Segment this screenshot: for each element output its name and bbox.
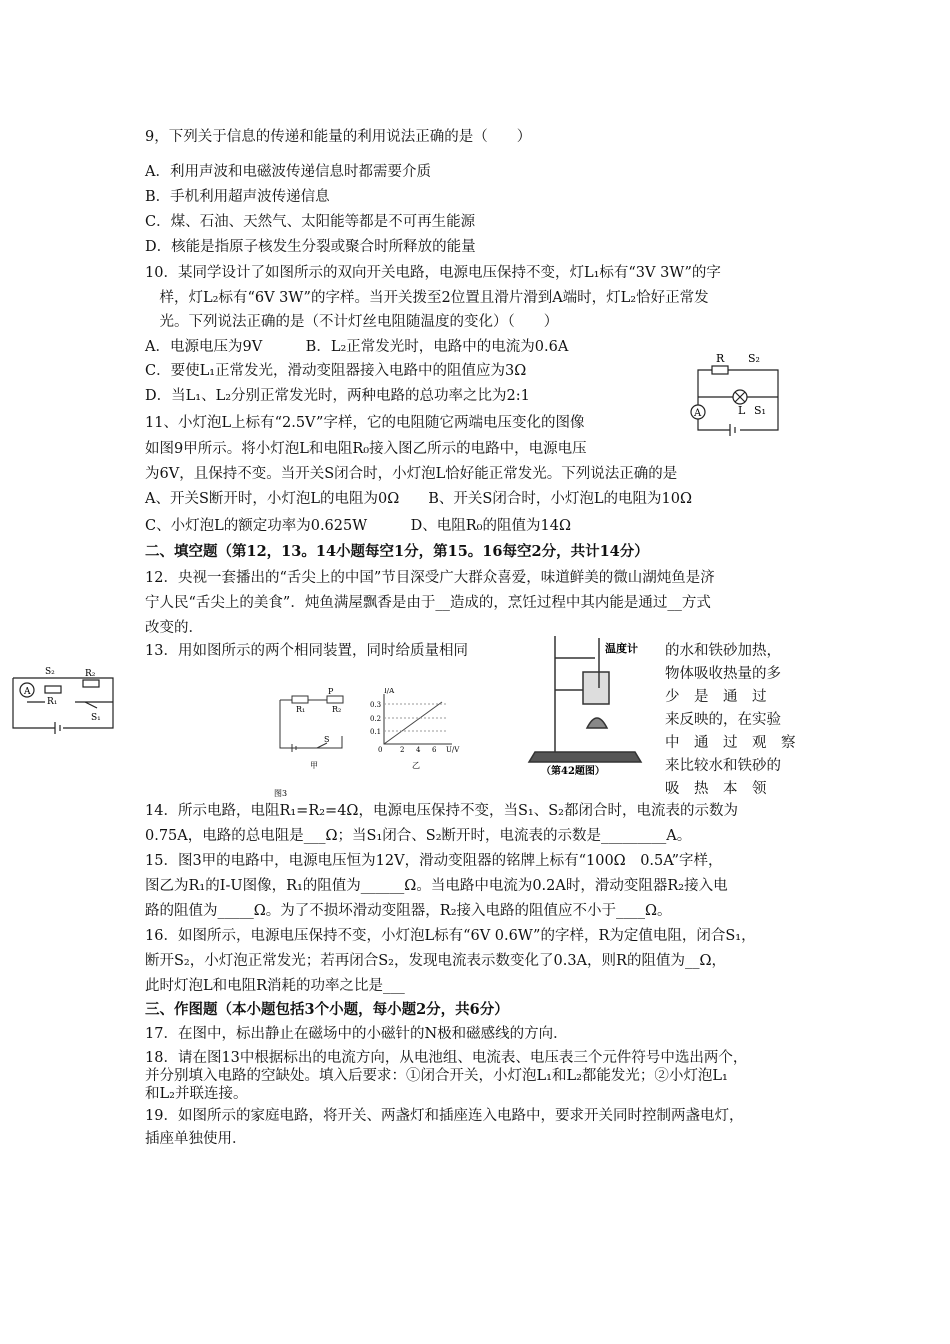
q17: 17．在图中，标出静止在磁场中的小磁针的N极和磁感线的方向． <box>145 1026 568 1042</box>
fig3-r1: R₁ <box>296 705 306 714</box>
fig3-r2: R₂ <box>332 705 342 714</box>
q19-line-2: 插座单独使用． <box>145 1131 247 1147</box>
q16-line-3: 此时灯泡L和电阻R消耗的功率之比是___ <box>145 978 405 994</box>
q16-line-2: 断开S₂，小灯泡正常发光；若再闭合S₂，发现电流表示数变化了0.3A，则R的阻值为__Ω， <box>145 953 726 969</box>
q11-option-cd: C、小灯泡L的额定功率为0.625W D、电阻R₀的阻值为14Ω <box>145 518 571 534</box>
fig3-x-4: 4 <box>416 746 421 754</box>
q19-line-1: 19．如图所示的家庭电路，将开关、两盏灯和插座连入电路中，要求开关同时控制两盏电灯， <box>145 1108 744 1124</box>
label-fig42: （第42题图） <box>541 766 605 776</box>
q13-right-6: 来比较水和铁砂的 <box>665 758 781 774</box>
q11-option-ab: A、开关S断开时，小灯泡L的电阻为0Ω B、开关S闭合时，小灯泡L的电阻为10Ω <box>145 491 692 507</box>
figure-3 <box>272 688 472 800</box>
q11-stem-3: 为6V，且保持不变。当开关S闭合时，小灯泡L恰好能正常发光。下列说法正确的是 <box>145 466 678 482</box>
label-thermometer: 温度计 <box>605 642 638 655</box>
fig3-p: P <box>328 688 334 696</box>
fig3-yi: 乙 <box>412 761 420 770</box>
q13-right-2: 物体吸收热量的多 <box>665 666 781 682</box>
label-s2: S₂ <box>748 352 760 365</box>
fig3-x-6: 6 <box>432 746 437 754</box>
section-2-heading: 二、填空题（第12，13。14小题每空1分，第15。16每空2分，共计14分） <box>145 543 649 560</box>
section-3-heading: 三、作图题（本小题包括3个小题，每小题2分，共6分） <box>145 1001 509 1018</box>
fig3-y-03: 0.3 <box>370 701 382 709</box>
q18-line-3: 和L₂并联连接。 <box>145 1086 248 1102</box>
circuit-diagram-left <box>5 664 117 736</box>
label-s1-left: S₁ <box>91 713 101 723</box>
q18-line-1: 18．请在图13中根据标出的电流方向，从电池组、电流表、电压表三个元件符号中选出两个， <box>145 1050 748 1066</box>
fig3-y-02: 0.2 <box>370 715 382 723</box>
fig3-jia: 甲 <box>310 761 318 770</box>
q13-right-5: 中 通 过 观 察 <box>665 735 796 751</box>
q10-stem-2: 样，灯L₂标有“6V 3W”的字样。当开关拨至2位置且滑片滑到A端时，灯L₂恰好正常发 <box>145 290 709 306</box>
q13-right-3: 少 是 通 过 <box>665 689 767 705</box>
fig3-xlabel: U/V <box>446 746 460 754</box>
q13-right-4: 来反映的，在实验 <box>665 712 781 728</box>
q10-stem-1: 10．某同学设计了如图所示的双向开关电路，电源电压保持不变，灯L₁标有“3V 3W”的字 <box>145 265 721 281</box>
circuit-diagram-right <box>688 348 788 440</box>
fig3-s: S <box>324 735 330 744</box>
q10-option-c: C．要使L₁正常发光，滑动变阻器接入电路中的阻值应为3Ω <box>145 363 527 379</box>
label-r: R <box>716 352 725 365</box>
q9-option-c: C．煤、石油、天然气、太阳能等都是不可再生能源 <box>145 214 476 230</box>
q14-line-1: 14．所示电路，电阻R₁=R₂=4Ω，电源电压保持不变，当S₁、S₂都闭合时，电流表的示数为 <box>145 803 738 819</box>
label-ammeter: A <box>694 408 702 419</box>
apparatus-figure <box>525 628 650 776</box>
q9-option-a: A．利用声波和电磁波传递信息时都需要介质 <box>145 164 431 180</box>
label-s2-left: S₂ <box>45 667 55 677</box>
fig3-origin: 0 <box>378 746 383 754</box>
q12-line-3: 改变的． <box>145 620 203 636</box>
label-l: L <box>738 404 746 417</box>
q9-option-b: B．手机利用超声波传递信息 <box>145 189 330 205</box>
q11-stem-1: 11、小灯泡L上标有“2.5V”字样，它的电阻随它两端电压变化的图像 <box>145 415 585 431</box>
label-ammeter-left: A <box>24 687 31 697</box>
q10-option-ab: A．电源电压为9V B．L₂正常发光时，电路中的电流为0.6A <box>145 339 569 355</box>
q15-line-1: 15．图3甲的电路中，电源电压恒为12V，滑动变阻器的铭牌上标有“100Ω 0.5A”字样， <box>145 853 723 869</box>
q15-line-2: 图乙为R₁的I-U图像，R₁的阻值为______Ω。当电路中电流为0.2A时，滑动变阻器R₂接入电 <box>145 878 728 894</box>
q15-line-3: 路的阻值为_____Ω。为了不损坏滑动变阻器，R₂接入电路的阻值应不小于____Ω。 <box>145 903 672 919</box>
q9-option-d: D．核能是指原子核发生分裂或聚合时所释放的能量 <box>145 239 476 255</box>
fig3-caption: 图3 <box>274 789 288 798</box>
q16-line-1: 16．如图所示，电源电压保持不变，小灯泡L标有“6V 0.6W”的字样，R为定值电阻，闭合S₁， <box>145 928 756 944</box>
q10-option-d: D．当L₁、L₂分别正常发光时，两种电路的总功率之比为2:1 <box>145 388 530 404</box>
q13-right-7: 吸 热 本 领 <box>665 781 767 797</box>
fig3-y-01: 0.1 <box>370 728 382 736</box>
fig3-x-2: 2 <box>400 746 405 754</box>
label-r1-left: R₁ <box>47 697 58 707</box>
label-s1: S₁ <box>754 404 766 417</box>
q13-right-1: 的水和铁砂加热， <box>665 643 781 659</box>
q12-line-2: 宁人民“舌尖上的美食”．炖鱼满屋飘香是由于__造成的，烹饪过程中其内能是通过__方式 <box>145 595 711 611</box>
q11-stem-2: 如图9甲所示。将小灯泡L和电阻R₀接入图乙所示的电路中，电源电压 <box>145 441 587 457</box>
label-r2-left: R₂ <box>85 669 96 679</box>
q13-stem: 13．用如图所示的两个相同装置，同时给质量相同 <box>145 643 468 659</box>
fig3-ylabel: I/A <box>384 688 395 695</box>
q9-stem: 9，下列关于信息的传递和能量的利用说法正确的是（ ） <box>145 129 532 145</box>
q14-line-2: 0.75A，电路的总电阻是___Ω；当S₁闭合、S₂断开时，电流表的示数是_________A。 <box>145 828 692 844</box>
q12-line-1: 12．央视一套播出的“舌尖上的中国”节目深受广大群众喜爱，味道鲜美的微山湖炖鱼是济 <box>145 570 715 586</box>
q18-line-2: 并分别填入电路的空缺处。填入后要求：①闭合开关，小灯泡L₁和L₂都能发光；②小灯泡L₁ <box>145 1068 728 1084</box>
q10-stem-3: 光。下列说法正确的是（不计灯丝电阻随温度的变化）（ ） <box>145 314 559 330</box>
